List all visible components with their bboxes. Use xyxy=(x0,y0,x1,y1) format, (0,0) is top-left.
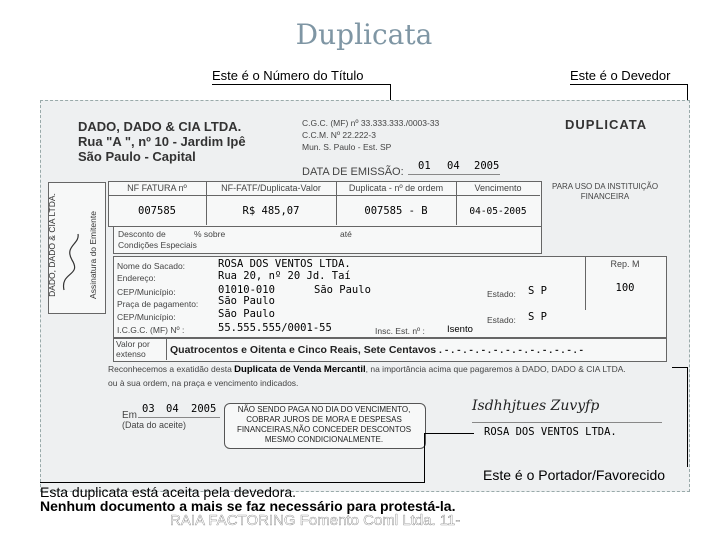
callout-underline xyxy=(570,84,688,85)
sacado-endereco: Rua 20, nº 20 Jd. Taí xyxy=(218,270,351,282)
side-signature-label: Assinatura do Emitente xyxy=(88,211,98,299)
sacado-icgc-label: I.C.G.C. (MF) Nº : xyxy=(117,325,185,335)
rep-value: 100 xyxy=(615,282,635,294)
table-divider xyxy=(108,195,540,196)
footer-line1: Esta duplicata está aceita pela devedora. xyxy=(40,484,297,500)
value-nf-fatura: 007585 xyxy=(138,205,176,217)
aceite-day: 03 xyxy=(142,403,155,415)
sacado-endereco-label: Endereço: xyxy=(117,273,156,283)
data-emissao-year: 2005 xyxy=(474,160,500,172)
rep-label: Rep. M xyxy=(610,259,640,269)
sacado-icgc: 55.555.555/0001-55 xyxy=(218,322,332,334)
emitente-city: São Paulo - Capital xyxy=(78,149,196,164)
data-emissao-label: DATA DE EMISSÃO: xyxy=(302,166,404,178)
aceite-year: 2005 xyxy=(191,403,217,415)
reconhecemos-line1: Reconhecemos a exatidão desta Duplicata de Venda Mercantil, na importância acima que pagaremos à DADO, DADO & CIA LTDA. xyxy=(108,364,626,375)
header-ordem: Duplicata - nº de ordem xyxy=(348,183,444,193)
sacado-cep-label: CEP/Município: xyxy=(117,287,176,297)
aceite-em: Em xyxy=(122,410,137,421)
sacado-nome: ROSA DOS VENTOS LTDA. xyxy=(218,258,351,270)
sacado-insc-label: Insc. Est. nº : xyxy=(375,326,425,336)
page-title: Duplicata xyxy=(295,18,433,51)
value-duplicata-valor: R$ 485,07 xyxy=(242,205,300,217)
emitente-ccm: C.C.M. Nº 22.222-3 xyxy=(302,130,376,140)
emitente-name: DADO, DADO & CIA LTDA. xyxy=(78,119,242,134)
signature-line xyxy=(472,422,662,423)
sacado-estado2-label: Estado: xyxy=(487,315,516,325)
value-vencimento: 04-05-2005 xyxy=(469,206,527,217)
callout-devedor: Este é o Devedor xyxy=(570,68,671,83)
desconto-ate-label: até xyxy=(340,229,352,239)
sacado-insc: Isento xyxy=(447,324,473,335)
callout-underline xyxy=(212,84,390,85)
sacado-nome-label: Nome do Sacado: xyxy=(117,261,186,271)
aceite-month: 04 xyxy=(166,403,179,415)
sacado-municipio: São Paulo xyxy=(314,284,371,296)
value-ordem: 007585 - B xyxy=(364,205,428,217)
callout-portador: Este é o Portador/Favorecido xyxy=(483,467,666,483)
desconto-label: Desconto de xyxy=(118,229,166,239)
callout-pointer xyxy=(424,433,474,434)
sacado-signature: Isdhhjtues Zuvyfp xyxy=(472,398,600,414)
reconhecemos-line2: ou à sua ordem, na praça e vencimento indicados. xyxy=(108,378,299,388)
header-vencimento: Vencimento xyxy=(474,183,522,193)
aceite-label: (Data do aceite) xyxy=(122,420,187,430)
aceite-underline xyxy=(138,417,220,418)
emitente-mun: Mun. S. Paulo - Est. SP xyxy=(302,142,392,152)
date-underline xyxy=(408,174,500,175)
condicoes-label: Condições Especiais xyxy=(118,240,197,250)
instituicao-label: PARA USO DA INSTITUIÇÃO FINANCEIRA xyxy=(551,182,659,201)
callout-pointer xyxy=(40,482,425,483)
signature-name: ROSA DOS VENTOS LTDA. xyxy=(484,426,617,438)
sacado-cep2-label: CEP/Município: xyxy=(117,312,176,322)
sacado-praca: São Paulo xyxy=(218,295,275,307)
header-nf-fatura: NF FATURA nº xyxy=(127,183,187,193)
emitente-address: Rua "A ", nº 10 - Jardim Ipê xyxy=(78,134,246,149)
footer-overlay: RAIA FACTORING Fomento Coml Ltda. 11- xyxy=(170,512,461,529)
sacado-cep: 01010-010 xyxy=(218,284,275,296)
emitente-signature-icon xyxy=(58,232,88,292)
header-duplicata-valor: NF-FATF/Duplicata-Valor xyxy=(221,183,321,193)
callout-numero-titulo: Este é o Número do Título xyxy=(212,68,364,83)
data-emissao-day: 01 xyxy=(418,160,431,172)
sacado-estado: S P xyxy=(528,285,547,297)
sacado-cep2: São Paulo xyxy=(218,308,275,320)
doc-title: DUPLICATA xyxy=(565,117,648,132)
sacado-estado-label: Estado: xyxy=(487,289,516,299)
desconto-sobre-label: % sobre xyxy=(194,229,226,239)
aviso-text: NÃO SENDO PAGA NO DIA DO VENCIMENTO, COBRAR JUROS DE MORA E DESPESAS FINANCEIRAS,NÃO CONCEDER DESCONTOS MESMO CONDICIONALMENTE. xyxy=(236,405,412,444)
sacado-estado2: S P xyxy=(528,311,547,323)
data-emissao-month: 04 xyxy=(447,160,460,172)
side-emitente-name: DADO, DADO & CIA LTDA. xyxy=(47,193,57,297)
callout-pointer xyxy=(672,367,688,368)
extenso-text: Quatrocentos e Oitenta e Cinco Reais, Sete Centavos . - . - . - . - . - . - . - . - . - . - . - . - xyxy=(170,344,584,356)
footer-line2: Nenhum documento a mais se faz necessário para protestá-la. xyxy=(40,498,456,514)
emitente-cgc: C.G.C. (MF) nº 33.333.333./0003-33 xyxy=(302,118,440,128)
callout-pointer xyxy=(424,433,425,483)
sacado-praca-label: Praça de pagamento: xyxy=(117,299,199,309)
callout-pointer xyxy=(687,367,688,467)
extenso-label: Valor por extenso xyxy=(116,339,150,359)
extenso-divider xyxy=(166,338,167,360)
